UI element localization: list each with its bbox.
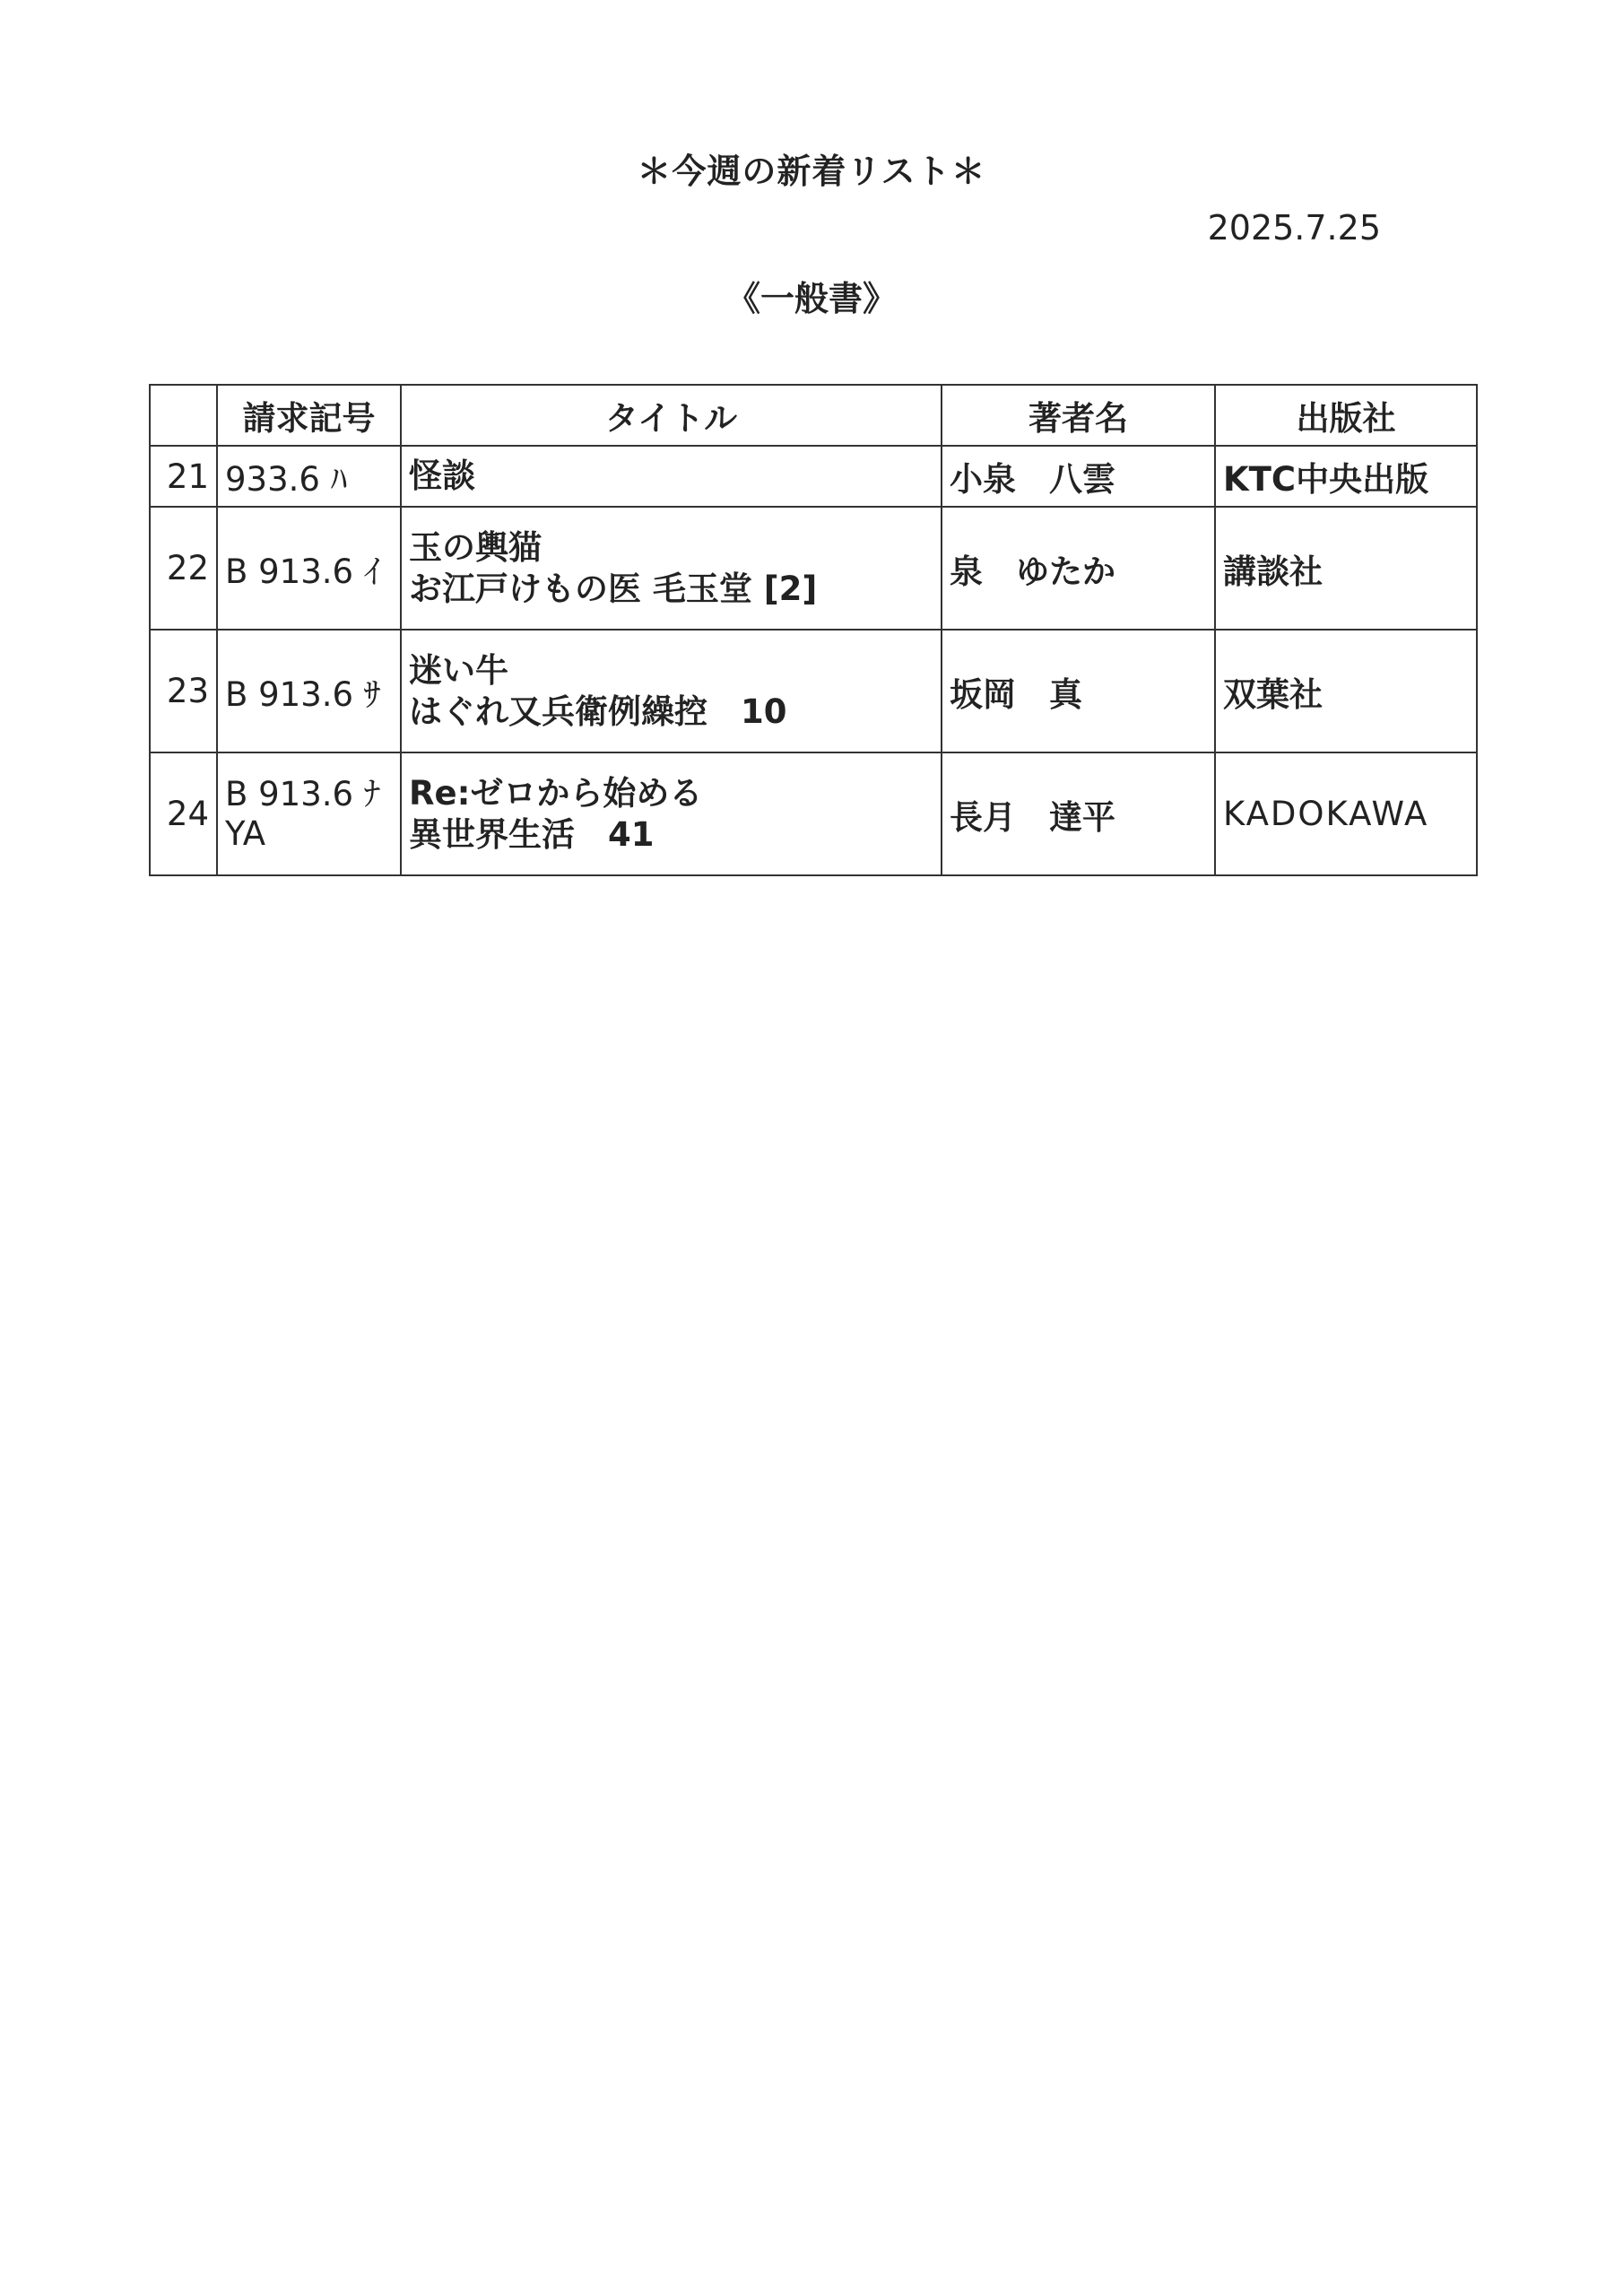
new-arrivals-table <box>149 384 1478 876</box>
call-number <box>217 507 401 630</box>
column-header-author: 著者名 <box>942 385 1215 446</box>
document-date: 2025.7.25 <box>1207 208 1381 248</box>
call-number <box>217 446 401 507</box>
document-title: ＊今週の新着リスト＊ <box>637 152 986 191</box>
author-name: 泉 ゆたか <box>942 507 1215 630</box>
call-number <box>217 752 401 875</box>
book-title-line: Re:ゼロから始める <box>409 773 703 813</box>
author-name: 小泉 八雲 <box>942 446 1215 507</box>
table-row <box>150 752 1477 875</box>
book-subtitle-line: 異世界生活 41 <box>409 814 655 854</box>
call-number <box>217 630 401 752</box>
table-row <box>150 446 1477 507</box>
book-title-line: 怪談 <box>409 457 475 495</box>
call-number-line: 933.6 ﾊ <box>225 460 348 499</box>
table-row <box>150 630 1477 752</box>
publisher-name: KTC中央出版 <box>1215 446 1477 507</box>
author-name: 長月 達平 <box>942 752 1215 875</box>
call-number-line-2: YA <box>225 813 266 853</box>
row-number: 21 <box>150 446 217 507</box>
book-title-line: 玉の輿猫 <box>409 527 542 567</box>
table-row <box>150 507 1477 630</box>
publisher-name: KADOKAWA <box>1215 752 1477 875</box>
book-subtitle-line: はぐれ又兵衛例繰控 10 <box>409 691 787 731</box>
book-subtitle-line: お江戸けもの医 毛玉堂 [2] <box>409 569 818 608</box>
row-number: 23 <box>150 630 217 752</box>
book-title <box>401 630 942 752</box>
row-number: 24 <box>150 752 217 875</box>
column-header-number <box>150 385 217 446</box>
call-number-line: B 913.6 ｻ <box>225 674 381 714</box>
call-number-line: B 913.6 ｲ <box>225 552 381 591</box>
book-title <box>401 446 942 507</box>
section-heading: 《一般書》 <box>725 279 897 318</box>
book-title <box>401 752 942 875</box>
book-title-line: 迷い牛 <box>409 650 508 690</box>
book-title <box>401 507 942 630</box>
publisher-name: 講談社 <box>1215 507 1477 630</box>
row-number: 22 <box>150 507 217 630</box>
publisher-name: 双葉社 <box>1215 630 1477 752</box>
column-header-publisher: 出版社 <box>1215 385 1477 446</box>
call-number-line: B 913.6 ﾅ <box>225 774 381 813</box>
column-header-title: タイトル <box>401 385 942 446</box>
column-header-call-number: 請求記号 <box>217 385 401 446</box>
table-header-row <box>150 385 1477 446</box>
author-name: 坂岡 真 <box>942 630 1215 752</box>
